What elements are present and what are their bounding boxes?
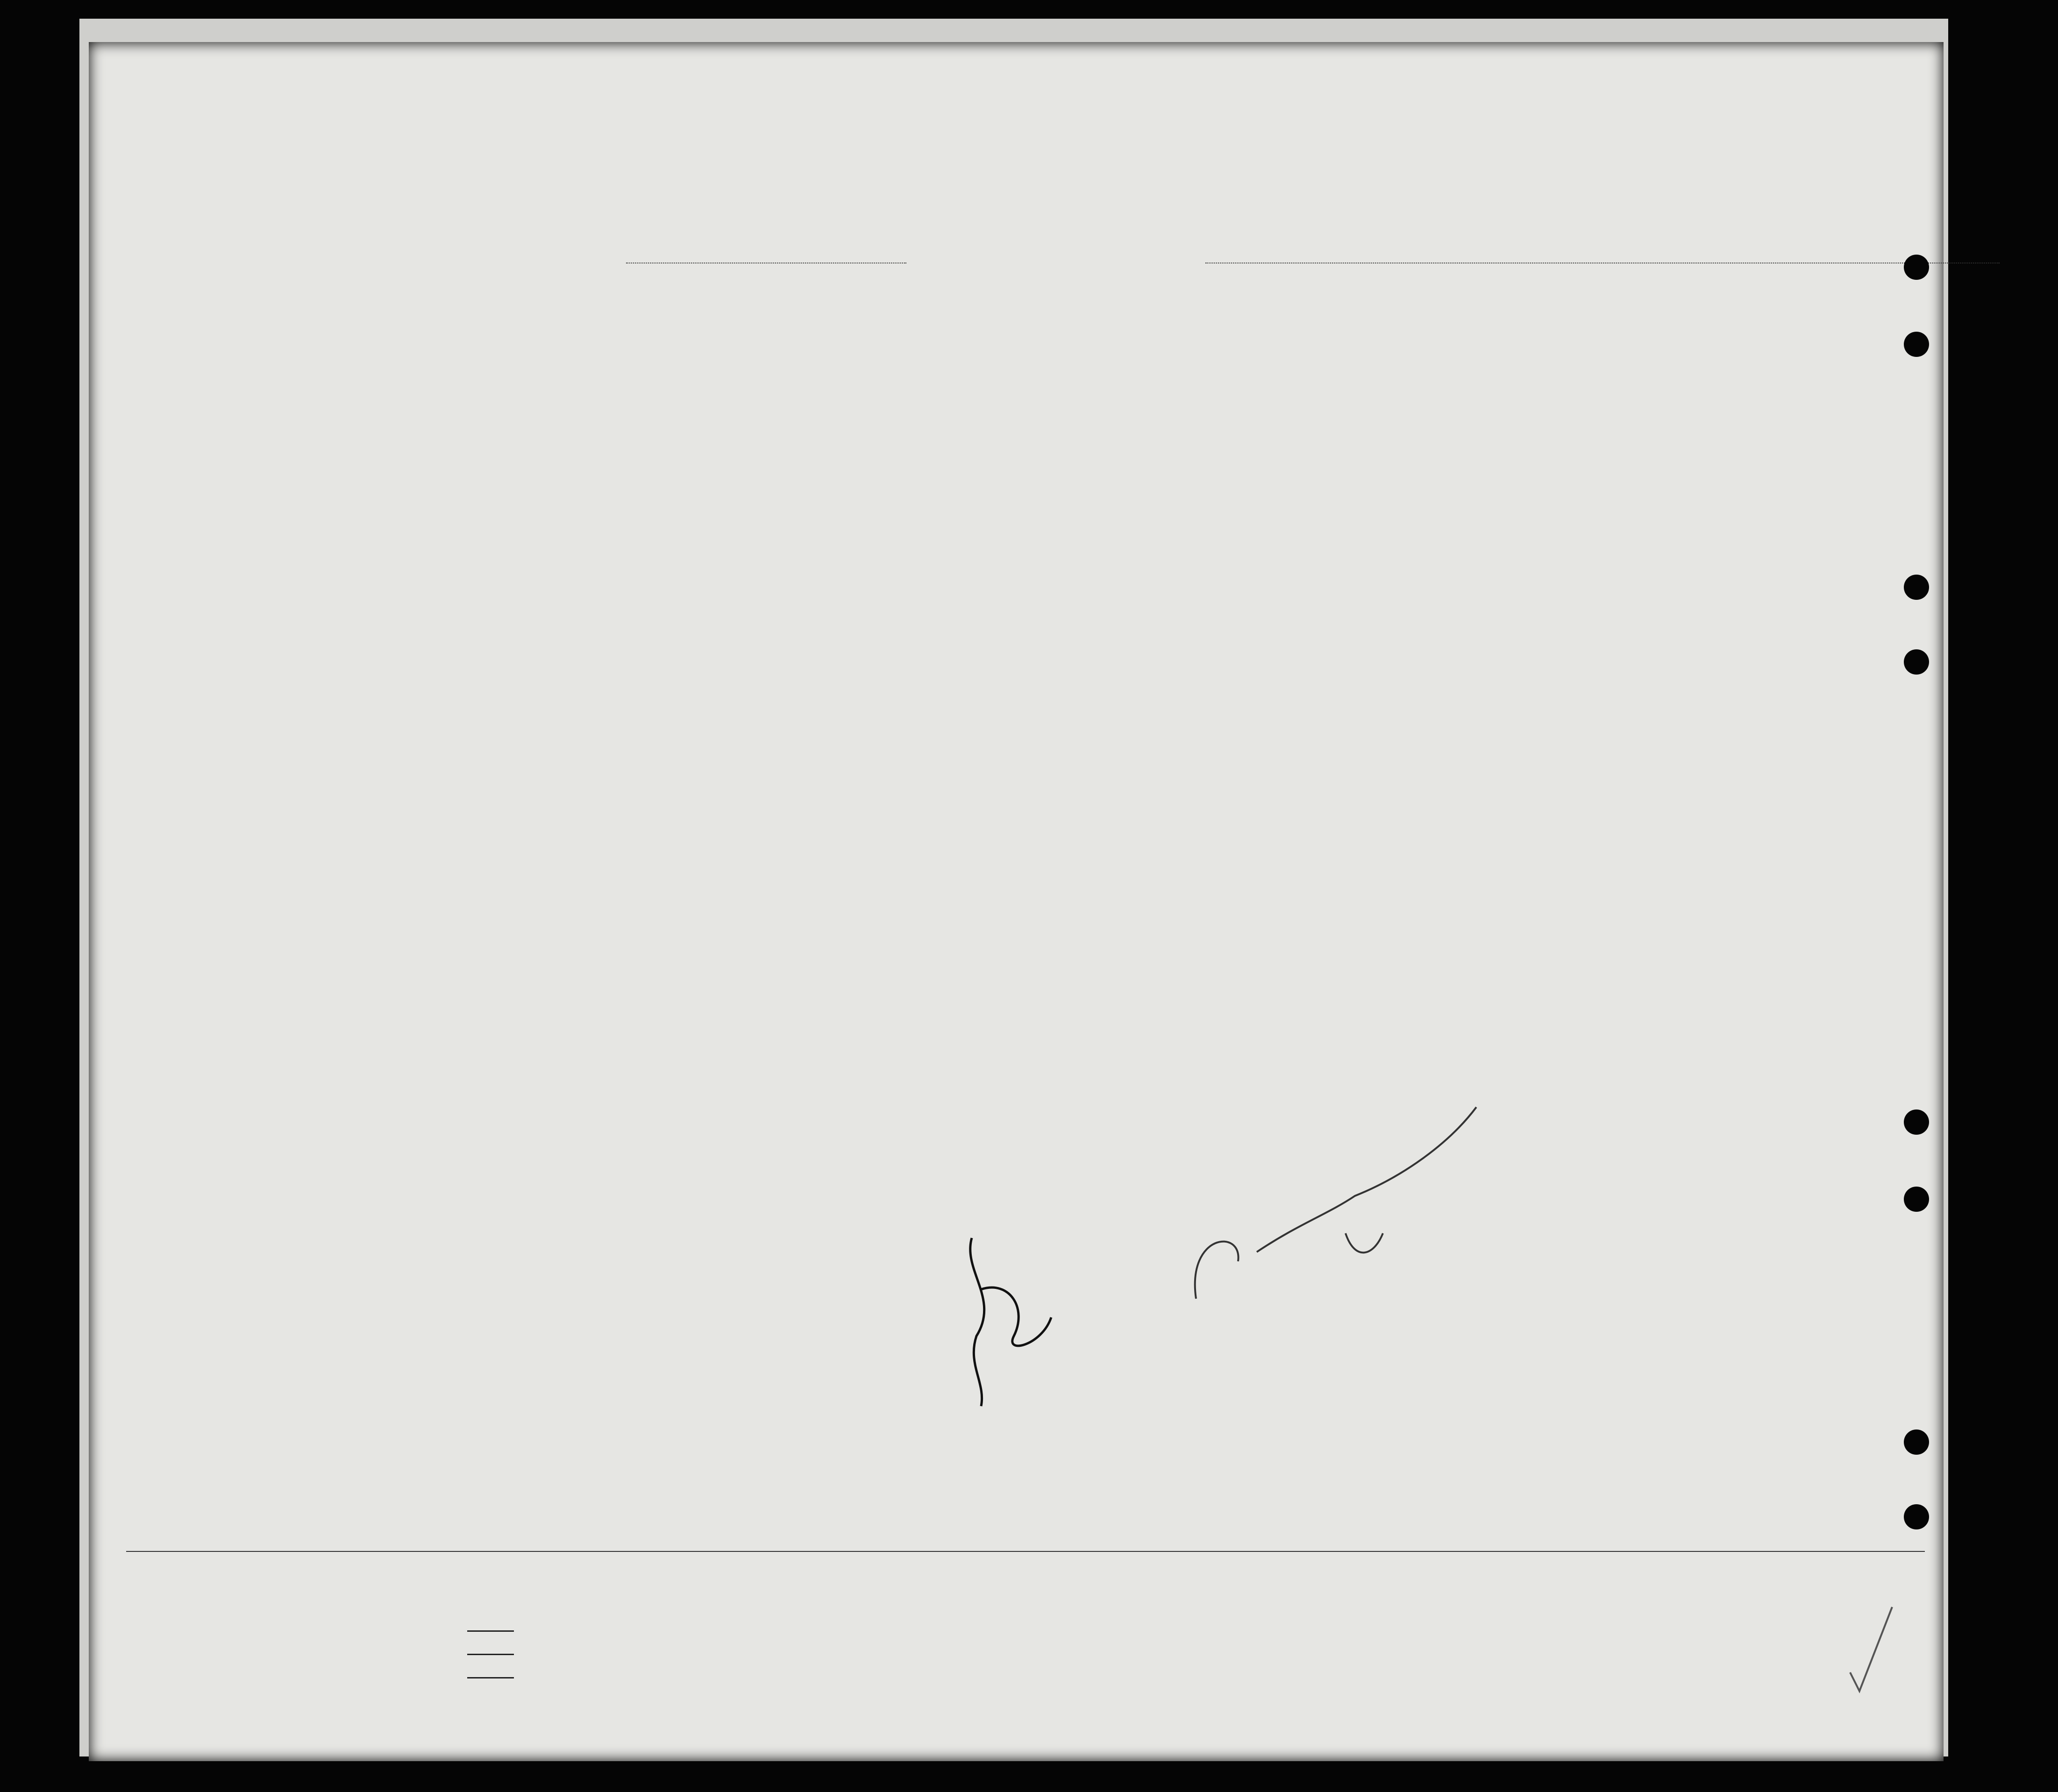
- binder-hole: [1904, 649, 1929, 675]
- officer-initials: [1346, 1233, 1383, 1252]
- binder-hole: [1904, 1504, 1929, 1529]
- final-check-mark: [1850, 1607, 1892, 1691]
- binder-hole: [1904, 255, 1929, 280]
- binder-hole: [1904, 575, 1929, 600]
- officer-signature: [1195, 1107, 1476, 1299]
- binder-hole: [1904, 1187, 1929, 1212]
- binder-hole: [1904, 1109, 1929, 1135]
- binder-hole: [1904, 1429, 1929, 1455]
- binder-hole: [1904, 332, 1929, 357]
- purser-signature: [970, 1238, 1051, 1406]
